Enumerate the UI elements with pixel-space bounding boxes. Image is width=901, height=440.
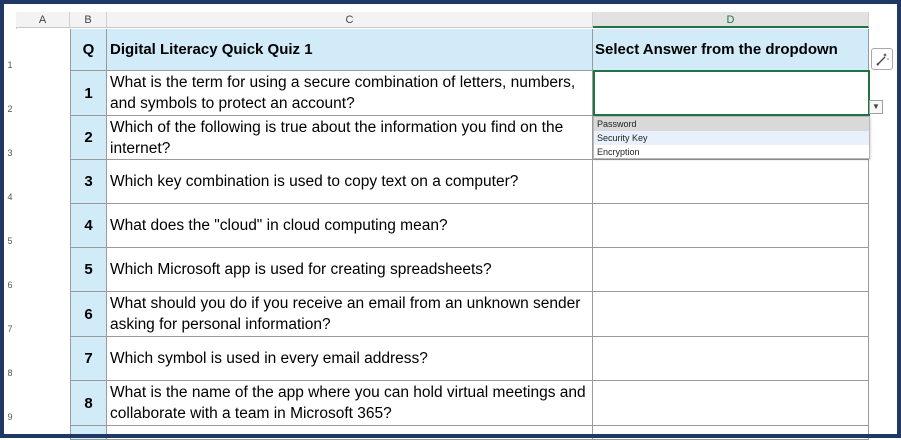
question-number-cell[interactable]: 1: [70, 71, 107, 116]
question-number-cell[interactable]: 7: [70, 337, 107, 381]
chevron-down-icon: ▼: [872, 102, 880, 111]
question-number-cell[interactable]: 2: [70, 116, 107, 160]
answer-header-cell[interactable]: [593, 29, 869, 71]
answer-dropdown-list: [593, 116, 870, 159]
question-number-cell[interactable]: 3: [70, 160, 107, 204]
question-text-cell[interactable]: Which symbol is used in every email address?: [107, 337, 593, 381]
question-number-cell[interactable]: 4: [70, 204, 107, 248]
quiz-title-cell[interactable]: Digital Literacy Quick Quiz 1: [107, 29, 593, 71]
row-number[interactable]: 5: [7, 236, 13, 246]
question-text-cell[interactable]: What is the term for using a secure combination of letters, numbers, and symbols to protect an account?: [107, 71, 593, 116]
row-number[interactable]: 2: [7, 104, 13, 114]
question-number-cell[interactable]: 8: [70, 381, 107, 426]
dropdown-option[interactable]: Security Key: [594, 131, 869, 145]
answer-cell-4[interactable]: [593, 204, 869, 248]
dropdown-button[interactable]: [869, 100, 883, 114]
answer-cell-7[interactable]: [593, 337, 869, 381]
table-row: [70, 292, 869, 337]
question-number-cell[interactable]: 6: [70, 292, 107, 337]
answer-cell-5[interactable]: [593, 248, 869, 292]
answer-cell-6[interactable]: [593, 292, 869, 337]
row-number[interactable]: 3: [7, 148, 13, 158]
question-text-cell[interactable]: What does the "cloud" in cloud computing mean?: [107, 204, 593, 248]
sparkle-pen-icon: [872, 49, 892, 69]
column-header-a[interactable]: A: [16, 12, 70, 28]
row-number[interactable]: 8: [7, 368, 13, 378]
question-text-cell[interactable]: Which Microsoft app is used for creating spreadsheets?: [107, 248, 593, 292]
answer-cell-3[interactable]: [593, 160, 869, 204]
row-number[interactable]: 6: [7, 280, 13, 290]
row-number[interactable]: 7: [7, 324, 13, 334]
table-row: [70, 337, 869, 381]
table-row: [70, 248, 869, 292]
question-text-cell[interactable]: Which key combination is used to copy text on a computer?: [107, 160, 593, 204]
table-row: [70, 381, 869, 426]
quick-analysis-button[interactable]: [871, 48, 893, 70]
answer-header-label: Select Answer from the dropdown: [595, 41, 838, 58]
dropdown-option[interactable]: Password: [594, 117, 869, 131]
row-number[interactable]: 9: [7, 412, 13, 422]
answer-cell-1[interactable]: [593, 71, 869, 116]
column-a-cells[interactable]: [16, 29, 71, 439]
column-header-row: [16, 12, 886, 29]
row-number[interactable]: 1: [7, 60, 13, 70]
row-number[interactable]: 4: [7, 192, 13, 202]
question-number-cell[interactable]: 5: [70, 248, 107, 292]
answer-cell-8[interactable]: [593, 381, 869, 426]
question-text-cell[interactable]: What should you do if you receive an email from an unknown sender asking for personal information?: [107, 292, 593, 337]
question-text-cell[interactable]: Which of the following is true about the information you find on the internet?: [107, 116, 593, 160]
table-row: [70, 71, 869, 116]
column-header-c[interactable]: C: [107, 12, 593, 28]
table-row: [70, 204, 869, 248]
question-text-cell[interactable]: What is the name of the app where you can hold virtual meetings and collaborate with a team in Microsoft 365?: [107, 381, 593, 426]
q-header-cell[interactable]: Q: [70, 29, 107, 71]
table-row: [70, 160, 869, 204]
column-header-d[interactable]: D: [593, 12, 869, 28]
dropdown-option[interactable]: Encryption: [597, 147, 640, 157]
quiz-header-row: [70, 29, 869, 71]
column-header-b[interactable]: B: [70, 12, 107, 28]
